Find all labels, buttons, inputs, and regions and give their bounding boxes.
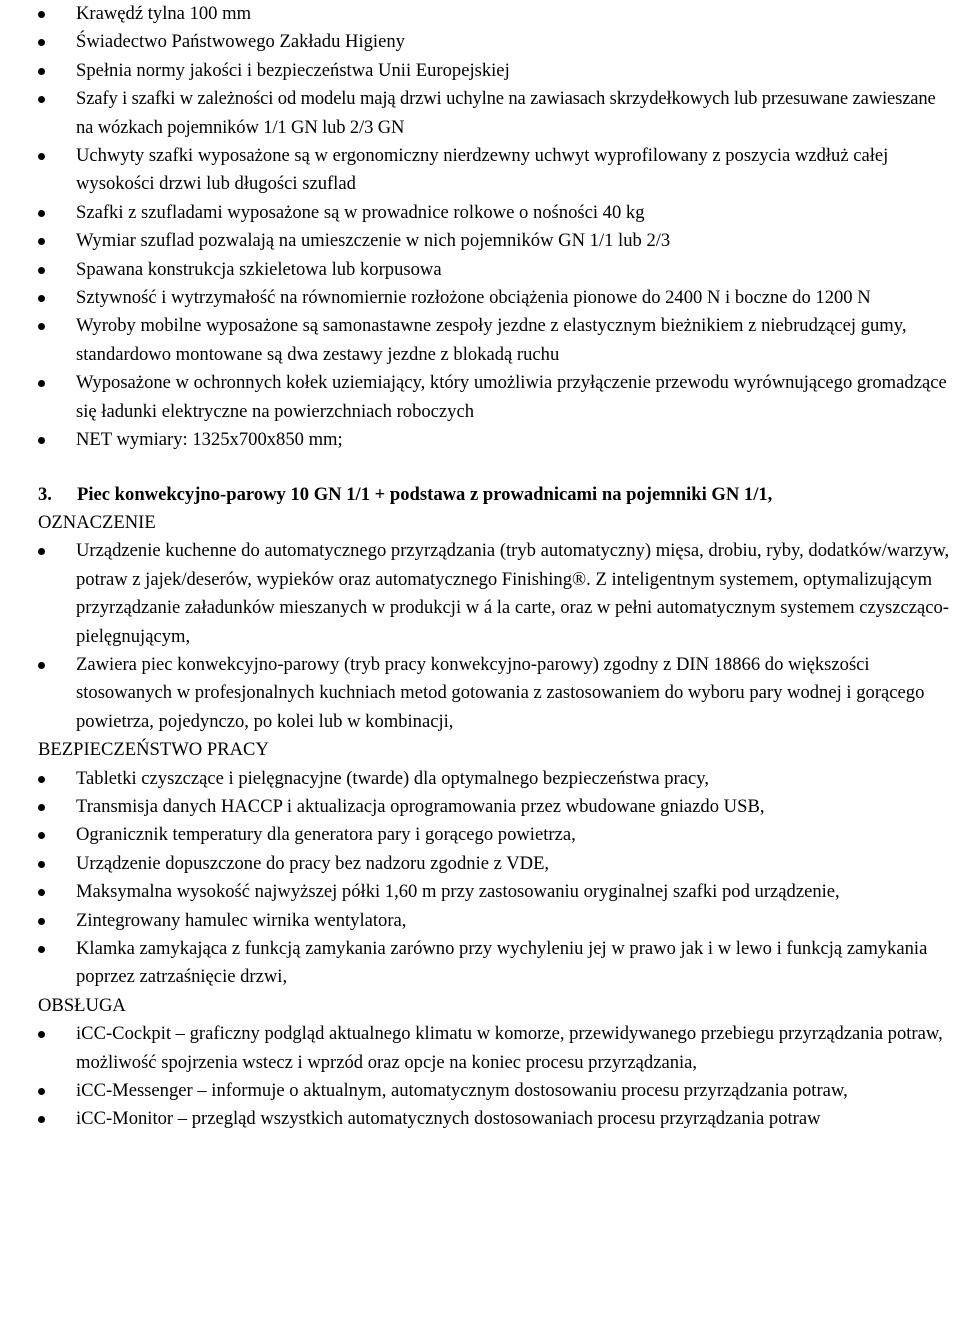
list-item: Maksymalna wysokość najwyższej półki 1,60 m przy zastosowaniu oryginalnej szafki pod urządzenie, [0,878,960,906]
list-item: Wyroby mobilne wyposażone są samonastawne zespoły jezdne z elastycznym bieżnikiem z niebrudzącej gumy, standardowo montowane są dwa zestawy jezdne z blokadą ruchu [0,312,960,369]
obsluga-list [0,1020,960,1134]
bullet-icon [38,946,45,953]
bullet-icon [38,861,45,868]
spacer [0,455,960,481]
bullet-icon [38,96,45,103]
list-item: Świadectwo Państwowego Zakładu Higieny [0,28,960,56]
bezpieczenstwo-list [0,765,960,992]
bullet-icon [38,1116,45,1123]
bullet-icon [38,889,45,896]
list-item: Klamka zamykająca z funkcją zamykania zarówno przy wychyleniu jej w prawo jak i w lewo i funkcją zamykania poprzez zatrzaśnięcie drzwi, [0,935,960,992]
section-title: Piec konwekcyjno-parowy 10 GN 1/1 + podstawa z prowadnicami na pojemniki GN 1/1, [77,483,773,505]
spec-list-cabinets [0,0,960,455]
bullet-icon [38,662,45,669]
list-item: Szafy i szafki w zależności od modelu mają drzwi uchylne na zawiasach skrzydełkowych lub przesuwane zawieszane na wózkach pojemników 1/1 GN lub 2/3 GN [0,85,960,142]
bullet-icon [38,153,45,160]
list-item: Spełnia normy jakości i bezpieczeństwa Unii Europejskiej [0,57,960,85]
bullet-icon [38,11,45,18]
list-item: Transmisja danych HACCP i aktualizacja oprogramowania przez wbudowane gniazdo USB, [0,793,960,821]
bullet-icon [38,832,45,839]
list-item: Krawędź tylna 100 mm [0,0,960,28]
list-item: Zintegrowany hamulec wirnika wentylatora, [0,907,960,935]
oznaczenie-list [0,537,960,736]
bullet-icon [38,548,45,555]
list-item: Sztywność i wytrzymałość na równomiernie rozłożone obciążenia pionowe do 2400 N i boczne do 1200 N [0,284,960,312]
bullet-icon [38,380,45,387]
list-item: Spawana konstrukcja szkieletowa lub korpusowa [0,256,960,284]
obsluga-label: OBSŁUGA [38,994,126,1016]
bullet-icon [38,210,45,217]
bullet-icon [38,776,45,783]
list-item: Wymiar szuflad pozwalają na umieszczenie w nich pojemników GN 1/1 lub 2/3 [0,227,960,255]
list-item: iCC-Messenger – informuje o aktualnym, automatycznym dostosowaniu procesu przyrządzania potraw, [0,1077,960,1105]
bullet-icon [38,1088,45,1095]
section-heading [0,481,960,509]
list-item: Urządzenie kuchenne do automatycznego przyrządzania (tryb automatyczny) mięsa, drobiu, ryby, dodatków/warzyw, potraw z jajek/deserów, wypieków oraz automatycznego Finishing®. Z inteligentnym systemem, optymalizującym przyrządzanie załadunków mieszanych w produkcji w á la carte, oraz w pełni automatycznym systemem czyszcząco-pielęgnującym, [0,537,960,651]
list-item: NET wymiary: 1325x700x850 mm; [0,426,960,454]
bullet-icon [38,295,45,302]
list-item: Uchwyty szafki wyposażone są w ergonomiczny nierdzewny uchwyt wyprofilowany z poszycia wzdłuż całej wysokości drzwi lub długości szuflad [0,142,960,199]
section-number: 3. [38,483,52,505]
bullet-icon [38,918,45,925]
list-item: iCC-Cockpit – graficzny podgląd aktualnego klimatu w komorze, przewidywanego przebiegu przyrządzania potraw, możliwość spojrzenia wstecz i wprzód oraz opcje na koniec procesu przyrządzania, [0,1020,960,1077]
list-item: iCC-Monitor – przegląd wszystkich automatycznych dostosowaniach procesu przyrządzania potraw [0,1105,960,1133]
oznaczenie-label: OZNACZENIE [38,511,156,533]
bullet-icon [38,267,45,274]
bullet-icon [38,323,45,330]
bullet-icon [38,804,45,811]
list-item: Zawiera piec konwekcyjno-parowy (tryb pracy konwekcyjno-parowy) zgodny z DIN 18866 do większości stosowanych w profesjonalnych kuchniach metod gotowania z zastosowaniem do wyboru pary wodnej i gorącego powietrza, pojedynczo, po kolei lub w kombinacji, [0,651,960,736]
list-item: Tabletki czyszczące i pielęgnacyjne (twarde) dla optymalnego bezpieczeństwa pracy, [0,765,960,793]
list-item: Wyposażone w ochronnych kołek uziemiający, który umożliwia przyłączenie przewodu wyrównującego gromadzące się ładunki elektryczne na powierzchniach roboczych [0,369,960,426]
bullet-icon [38,238,45,245]
bezpieczenstwo-label: BEZPIECZEŃSTWO PRACY [38,739,269,761]
bullet-icon [38,1031,45,1038]
bullet-icon [38,68,45,75]
bullet-icon [38,437,45,444]
list-item: Ogranicznik temperatury dla generatora pary i gorącego powietrza, [0,821,960,849]
list-item: Szafki z szufladami wyposażone są w prowadnice rolkowe o nośności 40 kg [0,199,960,227]
list-item: Urządzenie dopuszczone do pracy bez nadzoru zgodnie z VDE, [0,850,960,878]
bullet-icon [38,39,45,46]
